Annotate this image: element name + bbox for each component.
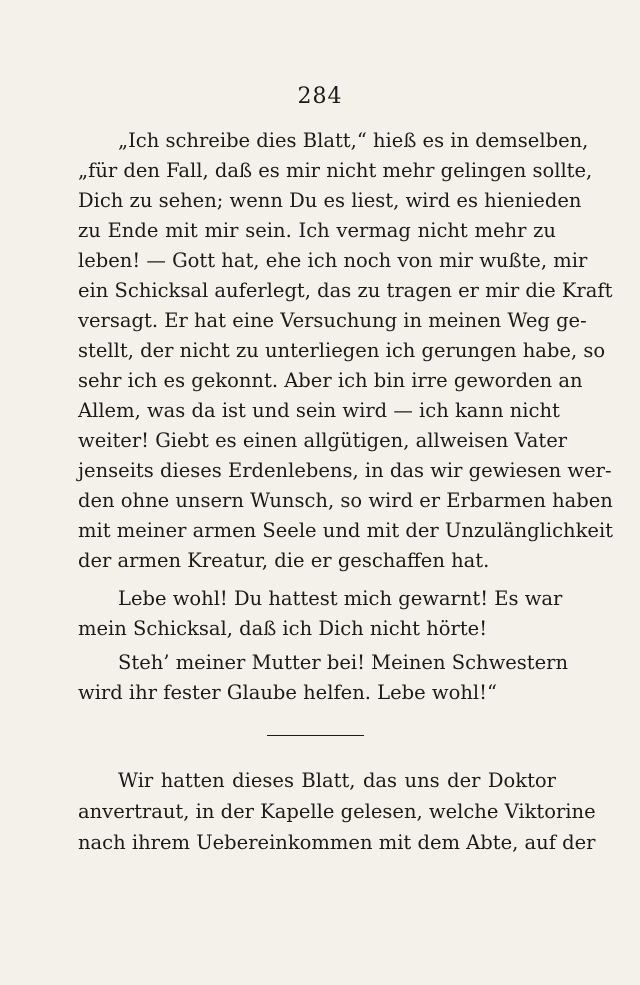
- text-line: nach ihrem Uebereinkommen mit dem Abte, auf der: [78, 831, 596, 854]
- text-line: sehr ich es gekonnt. Aber ich bin irre geworden an: [78, 369, 583, 392]
- text-line: Wir hatten dieses Blatt, das uns der Doktor: [118, 769, 556, 792]
- text-line: weiter! Giebt es einen allgütigen, allweisen Vater: [78, 429, 568, 452]
- page-number: 284: [297, 84, 343, 109]
- text-line: Dich zu sehen; wenn Du es liest, wird es hienieden: [78, 189, 582, 212]
- text-line: Allem, was da ist und sein wird — ich kann nicht: [78, 399, 560, 422]
- text-line: Steh’ meiner Mutter bei! Meinen Schwestern: [118, 651, 569, 674]
- text-line: „für den Fall, daß es mir nicht mehr gelingen sollte,: [78, 159, 593, 182]
- text-line: mein Schicksal, daß ich Dich nicht hörte!: [78, 617, 488, 640]
- text-line: stellt, der nicht zu unterliegen ich gerungen habe, so: [78, 339, 606, 362]
- text-line: versagt. Er hat eine Versuchung in meinen Weg ge-: [78, 309, 587, 332]
- text-line: Lebe wohl! Du hattest mich gewarnt! Es war: [118, 587, 563, 610]
- text-line: jenseits dieses Erdenlebens, in das wir gewiesen wer-: [78, 459, 612, 482]
- text-line: zu Ende mit mir sein. Ich vermag nicht mehr zu: [78, 219, 556, 242]
- text-line: wird ihr fester Glaube helfen. Lebe wohl!“: [78, 681, 497, 704]
- text-line: ein Schicksal auferlegt, das zu tragen er mir die Kraft: [78, 279, 613, 302]
- text-line: leben! — Gott hat, ehe ich noch von mir wußte, mir: [78, 249, 588, 272]
- text-line: anvertraut, in der Kapelle gelesen, welche Viktorine: [78, 800, 596, 823]
- text-line: mit meiner armen Seele und mit der Unzulänglichkeit: [78, 519, 614, 542]
- text-line: den ohne unsern Wunsch, so wird er Erbarmen haben: [78, 489, 613, 512]
- text-line: „Ich schreibe dies Blatt,“ hieß es in demselben,: [118, 129, 589, 152]
- section-divider: [267, 735, 364, 736]
- text-line: der armen Kreatur, die er geschaffen hat.: [78, 549, 490, 572]
